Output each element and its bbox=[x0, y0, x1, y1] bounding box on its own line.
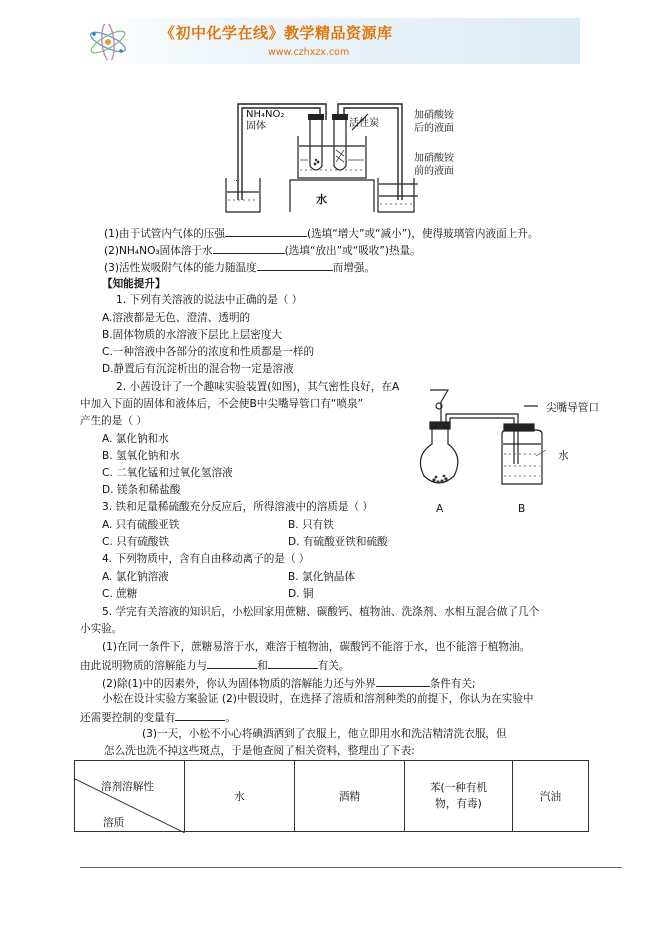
figure1-label-before: 加硝酸铵 前的液面 bbox=[414, 153, 454, 177]
q5-part3-line2: 怎么洗也洗不掉这些斑点，于是他查阅了相关资料，整理出了下表: bbox=[104, 745, 415, 757]
figure2-label-a: A bbox=[436, 503, 444, 515]
section-title: 【知能提升】 bbox=[102, 278, 166, 290]
table-corner-top: 溶剂溶解性 bbox=[101, 781, 154, 793]
fill-question-2: (2)NH₄NO₃固体溶于水 (选填“放出”或“吸收”)热量。 bbox=[104, 242, 421, 258]
mc1-option: A.溶液都是无色、澄清、透明的 bbox=[102, 312, 251, 324]
q5-part2-line3: 还需要控制的变量有 。 bbox=[80, 709, 236, 725]
header-url: www.czhxzx.com bbox=[268, 47, 350, 58]
mc2-stem-line3: 产生的是（ ） bbox=[80, 415, 147, 427]
answer-blank[interactable] bbox=[207, 657, 257, 669]
figure1-label-solid: NH₄NO₂ 固体 bbox=[246, 109, 285, 132]
answer-blank[interactable] bbox=[376, 675, 430, 687]
fill-question-3: (3)活性炭吸附气体的能力随温度 而增强。 bbox=[104, 259, 375, 275]
figure2-label-nozzle: 尖嘴导管口 bbox=[546, 402, 599, 414]
mc2-stem-line1: 2. 小茜设计了一个趣味实验装置(如图)，其气密性良好，在A bbox=[116, 381, 400, 393]
footer-divider bbox=[80, 867, 622, 868]
mc4-option: B. 氯化钠晶体 bbox=[288, 571, 355, 583]
mc2-option: B. 氢氧化钠和水 bbox=[102, 450, 180, 462]
table-header-cell: 水 bbox=[185, 761, 295, 832]
solubility-table bbox=[74, 760, 589, 832]
mc1-stem: 1. 下列有关溶液的说法中正确的是（ ） bbox=[116, 294, 303, 306]
answer-blank[interactable] bbox=[268, 657, 318, 669]
mc3-option: B. 只有铁 bbox=[288, 519, 334, 531]
q5-part2-line1: (2)除(1)中的因素外，你认为固体物质的溶解能力还与外界 条件有关; bbox=[102, 675, 476, 691]
mc4-option: C. 蔗糖 bbox=[102, 588, 138, 600]
mc1-option: C.一种溶液中各部分的浓度和性质都是一样的 bbox=[102, 346, 315, 358]
mc4-option: A. 氯化钠溶液 bbox=[102, 571, 169, 583]
mc2-option: A. 氯化钠和水 bbox=[102, 433, 169, 445]
q5-part1-line2: 由此说明物质的溶解能力与 和 有关。 bbox=[80, 657, 350, 673]
table-header-cell: 汽油 bbox=[513, 761, 589, 832]
mc3-stem: 3. 铁和足量稀硫酸充分反应后，所得溶液中的溶质是（ ） bbox=[102, 501, 374, 513]
table-corner-bottom: 溶质 bbox=[103, 817, 125, 829]
mc1-option: B.固体物质的水溶液下层比上层密度大 bbox=[102, 329, 283, 341]
mc3-option: C. 只有硫酸铁 bbox=[102, 536, 170, 548]
figure1-label-carbon: 活性炭 bbox=[349, 118, 379, 129]
answer-blank[interactable] bbox=[257, 259, 333, 271]
answer-blank[interactable] bbox=[225, 225, 307, 237]
table-header-cell: 苯(一种有机 物，有毒) bbox=[405, 761, 513, 832]
diagonal-divider bbox=[75, 761, 185, 833]
atom-logo-icon bbox=[86, 24, 130, 60]
table-header-cell: 酒精 bbox=[295, 761, 405, 832]
fill-question-1: (1)由于试管内气体的压强 (选填“增大”或“减小”)，使得玻璃管内液面上升。 bbox=[104, 225, 538, 241]
header-title: 《初中化学在线》教学精品资源库 bbox=[160, 24, 393, 42]
answer-blank[interactable] bbox=[175, 709, 225, 721]
q5-part3-line1: (3)一天，小松不小心将碘酒洒到了衣服上，他立即用水和洗洁精清洗衣服，但 bbox=[142, 728, 507, 740]
mc1-option: D.静置后有沉淀析出的混合物一定是溶液 bbox=[102, 363, 294, 375]
q5-part1-line1: (1)在同一条件下，蔗糖易溶于水，难溶于植物油，碳酸钙不能溶于水，也不能溶于植物油。 bbox=[102, 641, 531, 653]
q5-intro-line2: 小实验。 bbox=[80, 623, 123, 635]
figure-fountain-apparatus bbox=[418, 384, 546, 494]
mc2-stem-line2: 中加入下面的固体和液体后，不会使B中尖嘴导管口有“喷泉” bbox=[80, 398, 364, 410]
mc4-option: D. 铜 bbox=[288, 588, 314, 600]
mc2-option: C. 二氧化锰和过氧化氢溶液 bbox=[102, 467, 233, 479]
mc4-stem: 4. 下列物质中，含有自由移动离子的是（ ） bbox=[102, 553, 310, 565]
figure1-label-after: 加硝酸铵 后的液面 bbox=[414, 110, 454, 134]
figure2-label-b: B bbox=[518, 503, 526, 515]
answer-blank[interactable] bbox=[213, 242, 285, 254]
mc2-option: D. 镁条和稀盐酸 bbox=[102, 484, 181, 496]
mc3-option: A. 只有硫酸亚铁 bbox=[102, 519, 180, 531]
mc3-option: D. 有硫酸亚铁和硫酸 bbox=[288, 536, 388, 548]
q5-intro-line1: 5. 学完有关溶液的知识后，小松回家用蔗糖、碳酸钙、植物油、洗涤剂、水相互混合做了几个 bbox=[102, 606, 540, 618]
figure1-label-water: 水 bbox=[316, 193, 327, 206]
figure2-label-water: 水 bbox=[558, 450, 569, 462]
table-corner-cell bbox=[75, 761, 185, 832]
q5-part2-line2: 小松在设计实验方案验证 (2)中假设时，在选择了溶质和溶剂种类的前提下，你认为在实验中 bbox=[102, 693, 534, 705]
